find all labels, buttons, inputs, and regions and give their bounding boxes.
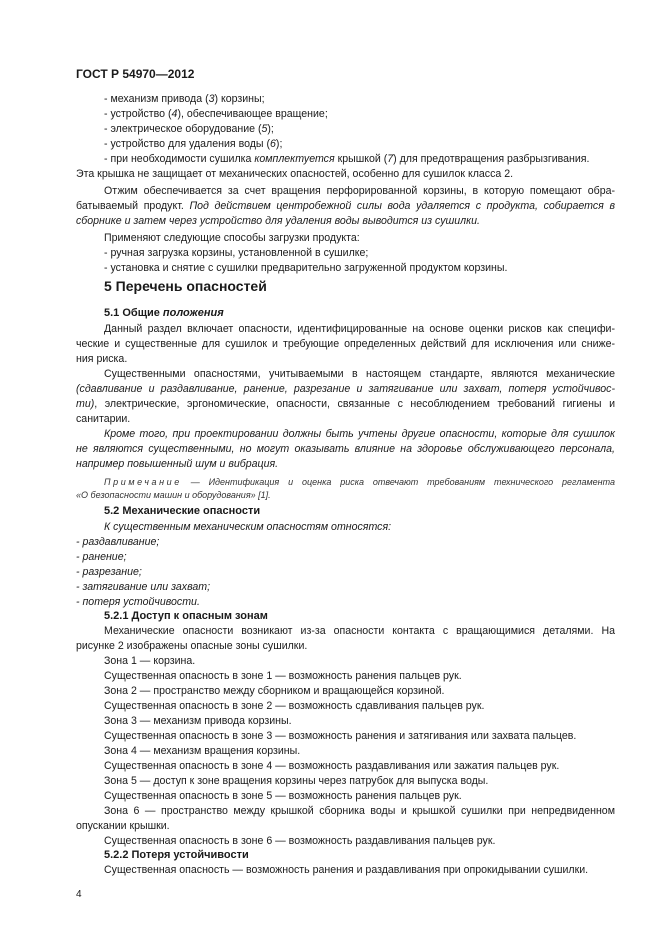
zone-line: Зона 4 — механизм вращения корзины. xyxy=(104,745,301,757)
zone-line: опускании крышки. xyxy=(76,820,170,832)
paragraph-text: санитарии. xyxy=(76,413,131,425)
list-item: - ранение; xyxy=(76,551,127,563)
subsection-heading: 5.2.2 Потеря устойчивости xyxy=(104,849,249,861)
paragraph-text: Данный раздел включает опасности, идентифицированные на основе оценки рисков как специфи- xyxy=(104,323,615,335)
zone-line: Зона 1 — корзина. xyxy=(104,655,196,667)
list-item: - механизм привода (3) корзины; xyxy=(104,93,265,105)
zone-line: Существенная опасность в зоне 4 — возможность раздавливания или зажатия пальцев рук. xyxy=(104,760,560,772)
list-item: - устройство (4), обеспечивающее вращение; xyxy=(104,108,328,120)
list-item: - раздавливание; xyxy=(76,536,160,548)
list-item: - при необходимости сушилка комплектуется крышкой (7) для предотвращения разбрызгивания. xyxy=(104,153,590,165)
paragraph-text: Применяют следующие способы загрузки продукта: xyxy=(104,232,360,244)
paragraph-text: сборнике и затем через устройство для удаления воды выводится из сушилки. xyxy=(76,215,480,227)
paragraph-text: не являются существенными, но могут оказывать влияние на здоровье обслуживающего персонала, xyxy=(76,443,615,455)
paragraph-text: ти), электрические, эргономические, опасности, связанные с несоблюдением требований гигиены и xyxy=(76,398,615,410)
paragraph-text: (сдавливание и раздавливание, ранение, разрезание и затягивание или захват, потеря устойчивос- xyxy=(76,383,615,395)
list-item: - потеря устойчивости. xyxy=(76,596,200,608)
zone-line: Зона 6 — пространство между крышкой сборника воды и крышкой сушилки при непредвиденном xyxy=(104,805,615,817)
paragraph-text: например повышенный шум и вибрация. xyxy=(76,458,279,470)
list-item: - затягивание или захват; xyxy=(76,581,211,593)
paragraph-text: Отжим обеспечивается за счет вращения перфорированной корзины, в которую помещают обра- xyxy=(104,185,615,197)
paragraph-text: Существенная опасность — возможность ранения и раздавливания при опрокидывании сушилки. xyxy=(104,864,589,876)
list-item: - ручная загрузка корзины, установленной в сушилке; xyxy=(104,247,369,259)
paragraph-text: К существенным механическим опасностям относятся: xyxy=(104,521,392,533)
note-text: «О безопасности машин и оборудования» [1]. xyxy=(76,490,271,500)
paragraph-text: Существенными опасностями, учитываемыми в настоящем стандарте, являются механические xyxy=(104,368,615,380)
zone-line: Существенная опасность в зоне 6 — возможность раздавливания пальцев рук. xyxy=(104,835,496,847)
subsection-heading: 5.2.1 Доступ к опасным зонам xyxy=(104,610,268,622)
zone-line: Существенная опасность в зоне 5 — возможность ранения пальцев рук. xyxy=(104,790,462,802)
document-header: ГОСТ Р 54970—2012 xyxy=(76,67,195,81)
zone-line: Зона 3 — механизм привода корзины. xyxy=(104,715,292,727)
zone-line: Существенная опасность в зоне 2 — возможность сдавливания пальцев рук. xyxy=(104,700,485,712)
note-text: Примечание — Идентификация и оценка риска отвечают требованиям технического регламента xyxy=(104,477,615,487)
paragraph-text: Кроме того, при проектировании должны быть учтены другие опасности, которые для сушилок xyxy=(104,428,615,440)
paragraph-text: Эта крышка не защищает от механических опасностей, особенно для сушилок класса 2. xyxy=(76,168,514,180)
paragraph-text: ния риска. xyxy=(76,353,128,365)
paragraph-text: батываемый продукт. Под действием центробежной силы вода удаляется с продукта, собирается в xyxy=(76,200,615,212)
zone-line: Существенная опасность в зоне 3 — возможность ранения и затягивания или захвата пальцев. xyxy=(104,730,577,742)
list-item: - разрезание; xyxy=(76,566,142,578)
subsection-heading: 5.2 Механические опасности xyxy=(104,505,261,517)
paragraph-text: рисунке 2 изображены опасные зоны сушилки. xyxy=(76,640,308,652)
list-item: - устройство для удаления воды (6); xyxy=(104,138,283,150)
list-item: - установка и снятие с сушилки предварительно загруженной продуктом корзины. xyxy=(104,262,508,274)
page-number: 4 xyxy=(76,889,82,900)
subsection-heading: 5.1 Общие положения xyxy=(104,307,224,319)
list-item: - электрическое оборудование (5); xyxy=(104,123,274,135)
zone-line: Существенная опасность в зоне 1 — возможность ранения пальцев рук. xyxy=(104,670,462,682)
paragraph-text: Механические опасности возникают из-за опасности контакта с вращающимися деталями. На xyxy=(104,625,615,637)
zone-line: Зона 2 — пространство между сборником и вращающейся корзиной. xyxy=(104,685,445,697)
paragraph-text: ческие и существенные для сушилок и требующие определенных действий для исключения или сниже- xyxy=(76,338,615,350)
zone-line: Зона 5 — доступ к зоне вращения корзины через патрубок для выпуска воды. xyxy=(104,775,489,787)
section-heading: 5 Перечень опасностей xyxy=(104,278,267,294)
